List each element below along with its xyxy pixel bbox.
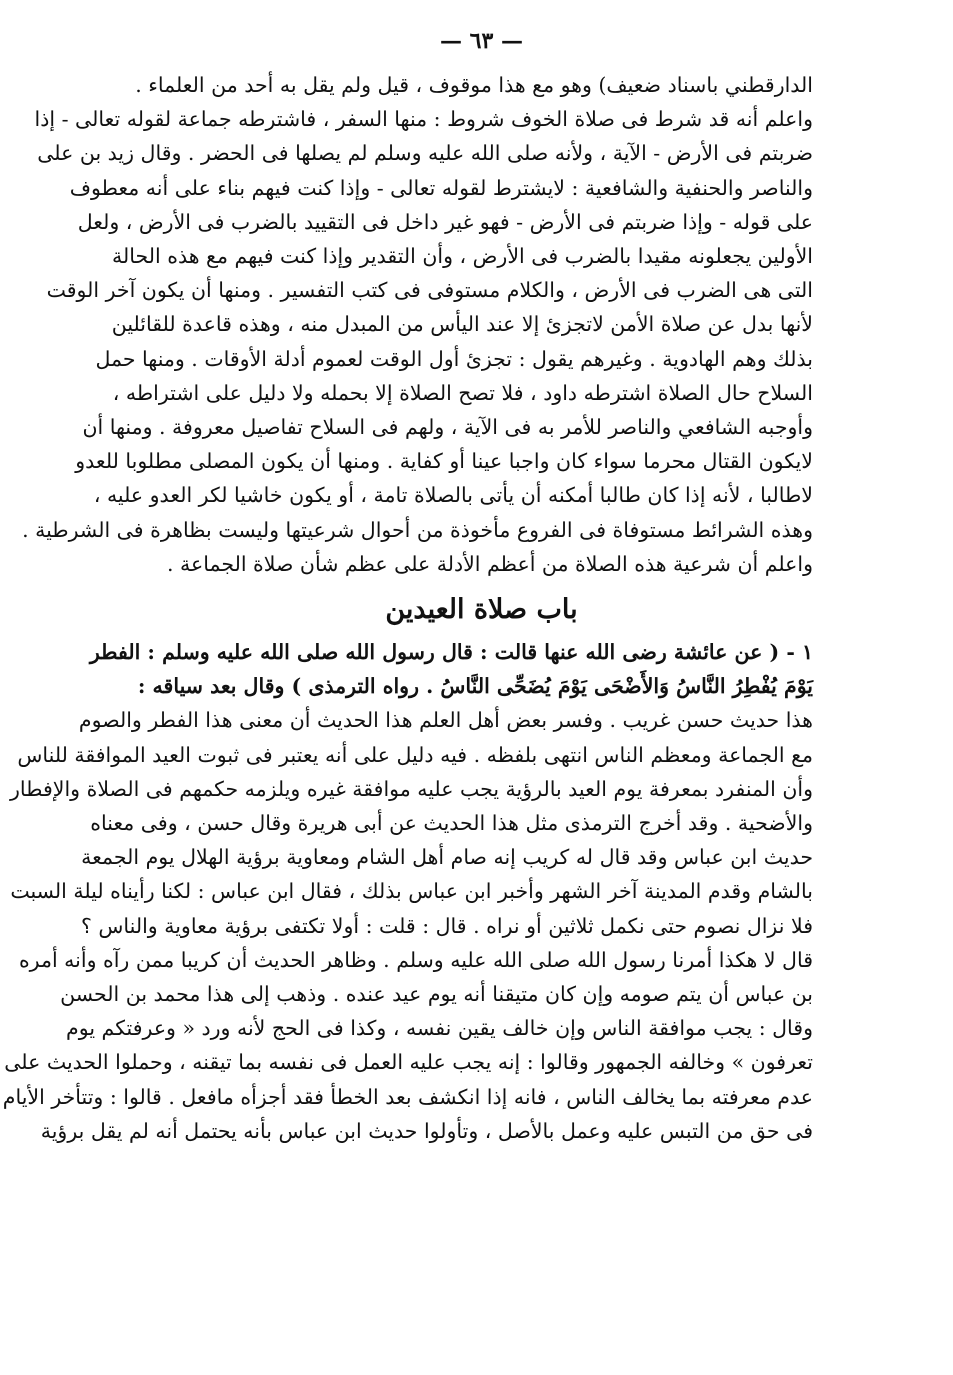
text-line: واعلم أن شرعية هذه الصلاة من أعظم الأدلة على عظم شأن صلاة الجماعة . xyxy=(166,551,813,576)
text-line: هذا حديث حسن غريب . وفسر بعض أهل العلم هذا الحديث أن معنى هذا الفطر والصوم xyxy=(78,708,813,733)
hadith-line: ١ - ( عن عائشة رضى الله عنها قالت : قال رسول الله صلى الله عليه وسلم : الفطر xyxy=(89,640,813,665)
text-line: على قوله - وإذا ضربتم فى الأرض - فهو غير داخل فى التقييد بالضرب فى الأرض ، ولعل xyxy=(77,209,813,234)
section-salat-al-khawf xyxy=(22,68,813,581)
text-line: مع الجماعة ومعظم الناس انتهى بلفظه . فيه دليل على أنه يعتبر فى ثبوت العيد الموافقة للناس xyxy=(17,742,813,767)
page-number: — ٦٣ — xyxy=(440,28,523,54)
text-line: لايكون القتال محرما سواء كان واجبا عينا أو كفاية . ومنها أن يكون المصلى مطلوبا للعدو xyxy=(75,449,813,474)
section-salat-al-eidayn xyxy=(2,635,813,1148)
text-line: بالشام وقدم المدينة آخر الشهر وأخبر ابن عباس بذلك ، فقال ابن عباس : لكنا رأيناه ليلة السبت xyxy=(10,879,813,904)
text-line: ضربتم فى الأرض - الآية ، ولأنه صلى الله عليه وسلم لم يصلها فى الحضر . وقال زيد بن على xyxy=(37,141,813,166)
text-line: وأن المنفرد بمعرفة يوم العيد بالرؤية يجب عليه موافقة غيره ويلزمه حكمهم فى الصلاة والإفطار xyxy=(10,776,813,801)
text-line: الأولين يجعلونه مقيدا بالضرب فى الأرض ، وأن التقدير وإذا كنت فيهم مع هذه الحالة xyxy=(112,244,813,269)
text-line: فى حق من التبس عليه وعمل بالأصل ، وتأولوا حديث ابن عباس بأنه يحتمل أنه لم يقل برؤية xyxy=(40,1118,813,1143)
text-line: فلا نزال نصوم حتى نكمل ثلاثين أو نراه . قال : قلت : أولا تكتفى برؤية معاوية والناس ؟ xyxy=(81,913,813,938)
text-line: بن عباس أن يتم صومه وإن كان متيقنا أنه يوم عيد عنده . وذهب إلى هذا محمد بن الحسن xyxy=(60,982,813,1007)
text-line: تعرفون » وخالفه الجمهور وقالوا : إنه يجب عليه العمل فى نفسه بما تيقنه ، وحملوا الحديث على xyxy=(4,1050,813,1075)
text-line: وهذه الشرائط مستوفاة فى الفروع مأخوذة من أحوال شرعيتها وليست بظاهرة فى الشرطية . xyxy=(22,517,813,542)
text-line: التى هى الضرب فى الأرض ، والكلام مستوفى فى كتب التفسير . ومنها أن يكون آخر الوقت xyxy=(46,278,813,303)
text-line: عدم معرفته بما يخالف الناس ، فانه إذا انكشف بعد الخطأ فقد أجزأه مافعل . قالوا : وتتأخر الأيام xyxy=(2,1084,813,1109)
text-line: والأضحية . وقد أخرج الترمذى مثل هذا الحديث عن أبى هريرة وقال حسن ، وفى معناه xyxy=(90,811,813,836)
text-line: بذلك وهم الهادوية . وغيرهم يقول : تجزئ أول الوقت لعموم أدلة الأوقات . ومنها حمل xyxy=(95,346,813,371)
text-line: لاطالبا ، لأنه إذا كان طالبا أمكنه أن يأتى بالصلاة تامة ، أو يكون خاشيا لكر العدو عليه ، xyxy=(93,483,813,508)
text-line: وأوجبه الشافعي والناصر للأمر به فى الآية ، ولهم فى السلاح تفاصيل معروفة . ومنها أن xyxy=(82,415,813,440)
text-line: لأنها بدل عن صلاة الأمن لاتجزئ إلا عند اليأس من المبدل منه ، وهذه قاعدة للقائلين xyxy=(111,312,813,337)
text-line: حديث ابن عباس وقد قال له كريب إنه صام أهل الشام ومعاوية برؤية الهلال يوم الجمعة xyxy=(81,845,813,870)
text-line: قال لا هكذا أمرنا رسول الله صلى الله عليه وسلم . وظاهر الحديث أن كريبا ممن رآه وأنه أمره xyxy=(18,947,813,972)
hadith-line: يَوْمَ يُفْطِرُ النَّاسُ وَالأَضْحَى يَوْمَ يُضَحِّى النَّاسُ . رواه الترمذى ) وقال بعد سياقه : xyxy=(137,674,813,699)
text-line: واعلم أنه قد شرط فى صلاة الخوف شروط : منها السفر ، فاشترطه جماعة لقوله تعالى - إذا xyxy=(34,107,813,132)
text-line: والناصر والحنفية والشافعية : لايشترط لقوله تعالى - وإذا كنت فيهم بناء على أنه معطوف xyxy=(69,175,813,200)
text-line: وقال : يجب موافقة الناس وإن خالف يقين نفسه ، وكذا فى الحج لأنه ورد « وعرفتكم يوم xyxy=(66,1016,813,1041)
text-line: السلاح حال الصلاة اشترطه داود ، فلا تصح الصلاة إلا بحمله ولا دليل على اشتراطه ، xyxy=(112,380,813,405)
chapter-heading: باب صلاة العيدين xyxy=(385,594,578,626)
text-line: الدارقطني باسناد ضعيف) وهو مع هذا موقوف ، قيل ولم يقل به أحد من العلماء . xyxy=(135,73,813,97)
